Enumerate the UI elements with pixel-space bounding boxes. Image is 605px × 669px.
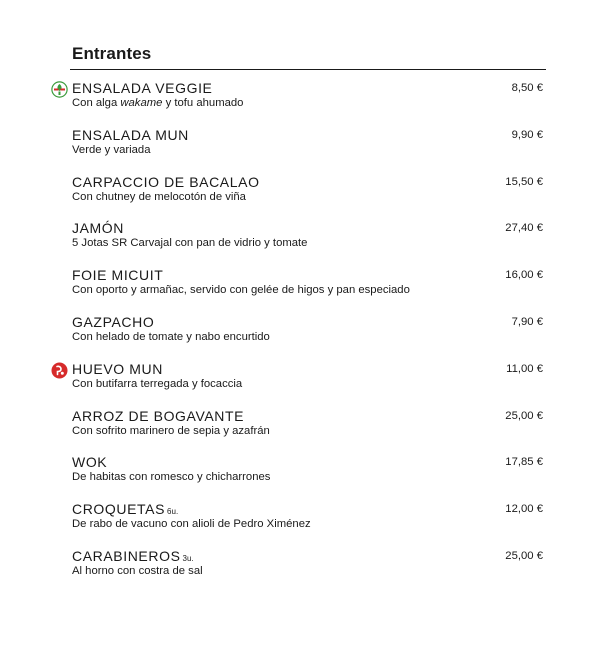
- dish-price: 12,00 €: [505, 503, 543, 516]
- dish-name: WOK: [72, 454, 108, 471]
- menu-item: [0, 172, 605, 219]
- dish-name: ENSALADA MUN: [72, 126, 189, 143]
- dish-price: 25,00 €: [505, 409, 543, 422]
- menu-item: [0, 359, 605, 406]
- portion-note: 6u.: [167, 507, 179, 517]
- menu-item: [0, 218, 605, 265]
- menu-item: [0, 312, 605, 359]
- portion-note: 3u.: [182, 553, 194, 563]
- dish-price: 16,00 €: [505, 269, 543, 282]
- dish-description: 5 Jotas SR Carvajal con pan de vidrio y tomate: [72, 237, 308, 250]
- section-title: Entrantes: [72, 44, 152, 63]
- menu-item: [0, 499, 605, 546]
- menu-item: [0, 406, 605, 453]
- section-divider: [70, 69, 546, 70]
- menu-item: [0, 78, 605, 125]
- dish-price: 8,50 €: [511, 82, 543, 94]
- dish-name: ENSALADA VEGGIE: [72, 80, 213, 96]
- dish-name: CARPACCIO DE BACALAO: [72, 173, 260, 190]
- dish-name: GAZPACHO: [72, 313, 155, 330]
- dish-description: Con alga wakame y tofu ahumado: [72, 97, 244, 109]
- dish-description: Con oporto y armañac, servido con gelée de higos y pan especiado: [72, 284, 410, 297]
- dish-description: De rabo de vacuno con alioli de Pedro Ximénez: [72, 518, 311, 531]
- dish-name: CROQUETAS 6u.: [72, 501, 179, 518]
- dish-price: 11,00 €: [506, 362, 543, 375]
- veggie-icon: [51, 81, 68, 98]
- dish-price: 17,85 €: [505, 456, 543, 469]
- signature-icon: [51, 362, 68, 379]
- dish-name: JAMÓN: [72, 220, 124, 237]
- dish-price: 15,50 €: [505, 175, 543, 188]
- dish-price: 7,90 €: [511, 315, 543, 328]
- dish-description: Con butifarra terregada y focaccia: [72, 377, 243, 390]
- dish-price: 25,00 €: [505, 549, 543, 562]
- menu-item: [0, 452, 605, 499]
- menu-item: [0, 265, 605, 312]
- dish-name: ARROZ DE BOGAVANTE: [72, 407, 245, 424]
- dish-price: 9,90 €: [511, 128, 543, 141]
- dish-description: Con sofrito marinero de sepia y azafrán: [72, 424, 270, 437]
- dish-description: Con helado de tomate y nabo encurtido: [72, 330, 270, 343]
- dish-name: HUEVO MUN: [72, 360, 163, 377]
- menu-item: [0, 546, 605, 593]
- dish-name: CARABINEROS 3u.: [72, 547, 194, 564]
- menu-list: [0, 78, 605, 593]
- dish-description: De habitas con romesco y chicharrones: [72, 471, 271, 484]
- dish-name: FOIE MICUIT: [72, 267, 164, 284]
- dish-description: Al horno con costra de sal: [72, 564, 203, 577]
- dish-description: Verde y variada: [72, 143, 151, 156]
- menu-item: [0, 125, 605, 172]
- dish-price: 27,40 €: [505, 222, 543, 235]
- dish-description: Con chutney de melocotón de viña: [72, 190, 246, 203]
